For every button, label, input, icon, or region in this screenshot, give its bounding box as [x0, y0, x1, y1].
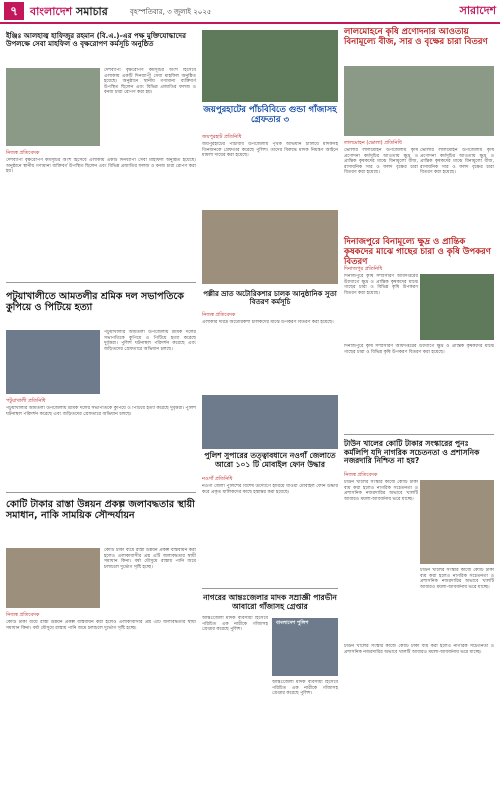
- headline-a3[interactable]: লালমোহনে কৃষি প্রণোদনার আওতায় বিনামূল্যে বীজ, সার ও বৃক্ষের চারা বিতরণ: [344, 27, 488, 47]
- headline-a9[interactable]: টাউন খালের কোটি টাকার সংস্কারের পুনঃ কর্মলিপি যদি নাগরিক সচেতনতা ও প্রশাসনিক নজরদারি নিশ্চিত না হয়?: [344, 439, 480, 466]
- divider: [6, 282, 196, 283]
- headline-a5[interactable]: পটুয়াখালীতে আমতলীর শ্রমিক দল সভাপতিকে কুপিয়ে ও পিটিয়ে হত্যা: [6, 291, 184, 313]
- byline-a9: নিজস্ব প্রতিবেদক: [344, 472, 378, 478]
- headline-a8[interactable]: পুলিশ সুপারের তত্ত্বাবধানে নওগাঁ জেলাতে আরো ১০১ টি মোবাইল ফোন উদ্ধার: [204, 451, 336, 469]
- byline-a4: দিনাজপুর প্রতিনিধি: [344, 266, 383, 272]
- section-title: সারাদেশ: [459, 4, 496, 17]
- byline-a7: নিজস্ব প্রতিবেদক: [6, 612, 40, 618]
- photo-a8: [202, 395, 338, 449]
- issue-date: বৃহস্পতিবার, ৩ জুলাই ২০২৫: [130, 8, 212, 16]
- headline-a6[interactable]: পল্লীর ভ্রাত অটোরিকশার চালক আনুষ্ঠানিক সুতা বিতরণ কর্মসূচি: [203, 290, 337, 307]
- byline-a2: জয়পুরহাট প্রতিনিধি: [202, 134, 242, 140]
- photo-a9: [420, 480, 494, 564]
- headline-a4[interactable]: দিনাজপুরে বিনামূল্যে ক্ষুদ্র ও প্রান্তিক কৃষকদের মাঝে গাছের চারা ও কৃষি উপকরণ বিতরণ: [344, 237, 491, 267]
- headline-a7[interactable]: কোটি টাকার রাস্তা উন্নয়ন প্রকল্প জলাবদ্ধতার স্থায়ী সমাধান, নাকি সাময়িক সৌন্দর্যায়ন: [6, 499, 195, 521]
- byline-a3: লালমোহন (ভোলা) প্রতিনিধি: [344, 140, 402, 146]
- photo-a7: [6, 548, 100, 608]
- body-a9: টাউন খালের সংস্কার কাজে কোটি টাকা ব্যয় করা হলেও নাগরিক সচেতনতা ও প্রশাসনিক নজরদারির অভাবে খালটি আবারও ময়লা-আবর্জনায় ভরে যাচ্ছে।: [344, 480, 418, 502]
- byline-a5: পটুয়াখালী প্রতিনিধি: [6, 398, 46, 404]
- photo-banner: বাংলাদেশ পুলিশ: [276, 620, 309, 626]
- body-a7-cont: কোটি টাকা ব্যয়ে রাস্তা উন্নয়ন প্রকল্প বাস্তবায়ন করা হলেও এলাকাবাসীর প্রশ্ন এটি জলাবদ্ধতার স্থায়ী সমাধান কিনা। বর্ষা মৌসুমে রাস্তায় পানি জমে চলাচলে দুর্ভোগ সৃষ্টি হচ্ছে।: [6, 620, 196, 631]
- byline-a6: নিজস্ব প্রতিবেদক: [202, 312, 236, 318]
- logo-sub: সমাচার: [76, 5, 108, 18]
- divider: [6, 492, 196, 493]
- body-a4-cont: দিনাজপুরে কৃষি সম্প্রসারণ অধিদপ্তরের উদ্যোগে ক্ষুদ্র ও প্রান্তিক কৃষকদের মাঝে গাছের চারা ও বিভিন্ন কৃষি উপকরণ বিতরণ করা হয়েছে।: [344, 344, 494, 355]
- body-a3-cont: ভোলার লালমোহন উপজেলায় কৃষি প্রণোদনা কর্মসূচির আওতায় ক্ষুদ্র ও প্রান্তিক কৃষকদের মাঝে বিনামূল্যে বীজ, রাসায়নিক সার ও ফলদ বৃক্ষের চারা বিতরণ করা হয়েছে।: [420, 148, 494, 176]
- newspaper-logo[interactable]: [30, 3, 108, 22]
- body-a8: নওগাঁ জেলা পুলিশের বিশেষ উদ্যোগে হারিয়ে যাওয়া মোবাইল ফোন উদ্ধার করে প্রকৃত মালিকদের কাছে হস্তান্তর করা হয়েছে।: [202, 484, 338, 495]
- photo-a5: [6, 330, 100, 394]
- body-a1-cont: দেশব্যাপী বৃক্ষরোপণ কর্মসূচির অংশ হিসেবে এলাকায় একটি দিনব্যাপী সেবা মাহফিল অনুষ্ঠিত হয়েছে। অনুষ্ঠানে স্থানীয় গণ্যমান্য ব্যক্তিবর্গ উপস্থিত ছিলেন এবং বিভিন্ন প্রজাতির ফলজ ও বনজ চারা রোপণ করা হয়।: [6, 158, 196, 175]
- body-a2: জয়পুরহাটের পাঁচবিবি উপজেলায় পৃথক অভিযান চালিয়ে মাদকসহ তিনজনকে গ্রেফতার করেছে পুলিশ। তাদের বিরুদ্ধে মাদক নিয়ন্ত্রণ আইনে মামলা দায়ের করা হয়েছে।: [202, 142, 338, 159]
- body-a9-more: টাউন খালের সংস্কার কাজে কোটি টাকা ব্যয় করা হলেও নাগরিক সচেতনতা ও প্রশাসনিক নজরদারির অভাবে খালটি আবারও ময়লা-আবর্জনায় ভরে যাচ্ছে।: [344, 644, 494, 655]
- body-a1: দেশব্যাপী বৃক্ষরোপণ কর্মসূচির অংশ হিসেবে এলাকায় একটি দিনব্যাপী সেবা মাহফিল অনুষ্ঠিত হয়েছে। অনুষ্ঠানে স্থানীয় গণ্যমান্য ব্যক্তিবর্গ উপস্থিত ছিলেন এবং বিভিন্ন প্রজাতির ফলজ ও বনজ চারা রোপণ করা হয়।: [104, 68, 196, 96]
- headline-a10[interactable]: নাগরের আন্তঃজেলার মাদক সম্রাজ্ঞী পারভীন আবারো গাঁজাসহ গ্রেপ্তার: [203, 593, 337, 611]
- body-a5: পটুয়াখালীর আমতলী উপজেলায় শ্রমিক দলের সভাপতিকে কুপিয়ে ও পিটিয়ে হত্যা করেছে দুর্বৃত্তরা। পুলিশ ঘটনাস্থল পরিদর্শন করেছে এবং জড়িতদের গ্রেফতারে অভিযান চলছে।: [104, 330, 196, 352]
- divider: [344, 434, 494, 435]
- photo-a6: [202, 210, 338, 284]
- byline-a8: নওগাঁ প্রতিনিধি: [202, 476, 233, 482]
- photo-a1: [6, 68, 100, 146]
- body-a5-cont: পটুয়াখালীর আমতলী উপজেলায় শ্রমিক দলের সভাপতিকে কুপিয়ে ও পিটিয়ে হত্যা করেছে দুর্বৃত্তরা। পুলিশ ঘটনাস্থল পরিদর্শন করেছে এবং জড়িতদের গ্রেফতারে অভিযান চলছে।: [6, 406, 196, 417]
- photo-a3: [344, 66, 494, 136]
- body-a10: আন্তঃজেলা মাদক ব্যবসায়ী হিসেবে পরিচিত এক নারীকে গাঁজাসহ গ্রেপ্তার করেছে পুলিশ।: [202, 616, 268, 633]
- page-number: ৭: [4, 2, 24, 20]
- photo-a4: [420, 274, 494, 340]
- body-a10-cont: আন্তঃজেলা মাদক ব্যবসায়ী হিসেবে পরিচিত এক নারীকে গাঁজাসহ গ্রেপ্তার করেছে পুলিশ।: [272, 680, 338, 697]
- logo-main: বাংলাদেশ: [30, 5, 73, 18]
- divider: [202, 588, 338, 589]
- photo-a2: [202, 30, 338, 102]
- body-a4: দিনাজপুরে কৃষি সম্প্রসারণ অধিদপ্তরের উদ্যোগে ক্ষুদ্র ও প্রান্তিক কৃষকদের মাঝে গাছের চারা ও বিভিন্ন কৃষি উপকরণ বিতরণ করা হয়েছে।: [344, 274, 418, 296]
- headline-a2[interactable]: জয়পুরহাটের পাঁচবিবিতে গুন্ডা গাঁজাসহ গ্রেফতার ৩: [203, 105, 337, 125]
- byline-a1: নিজস্ব প্রতিবেদক: [6, 150, 40, 156]
- body-a7: কোটি টাকা ব্যয়ে রাস্তা উন্নয়ন প্রকল্প বাস্তবায়ন করা হলেও এলাকাবাসীর প্রশ্ন এটি জলাবদ্ধতার স্থায়ী সমাধান কিনা। বর্ষা মৌসুমে রাস্তায় পানি জমে চলাচলে দুর্ভোগ সৃষ্টি হচ্ছে।: [104, 548, 196, 570]
- body-a9-cont: টাউন খালের সংস্কার কাজে কোটি টাকা ব্যয় করা হলেও নাগরিক সচেতনতা ও প্রশাসনিক নজরদারির অভাবে খালটি আবারও ময়লা-আবর্জনায় ভরে যাচ্ছে।: [420, 568, 494, 590]
- headline-a1[interactable]: ইঞ্জিঃ আলহাজ্ব হাফিজুর রহমান (বি.এ.)-এর পক্ষ মুক্তিযোদ্ধাদের উপলক্ষে সেবা মাহফিল ও বৃক্ষরোপণ কর্মসূচি অনুষ্ঠিত: [6, 32, 186, 49]
- body-a6: এলাকার দরিদ্র অটোরিকশা চালকদের মাঝে উপকরণ বিতরণ করা হয়েছে।: [202, 320, 334, 325]
- body-a3: ভোলার লালমোহন উপজেলায় কৃষি প্রণোদনা কর্মসূচির আওতায় ক্ষুদ্র ও প্রান্তিক কৃষকদের মাঝে বিনামূল্যে বীজ, রাসায়নিক সার ও ফলদ বৃক্ষের চারা বিতরণ করা হয়েছে।: [344, 148, 418, 176]
